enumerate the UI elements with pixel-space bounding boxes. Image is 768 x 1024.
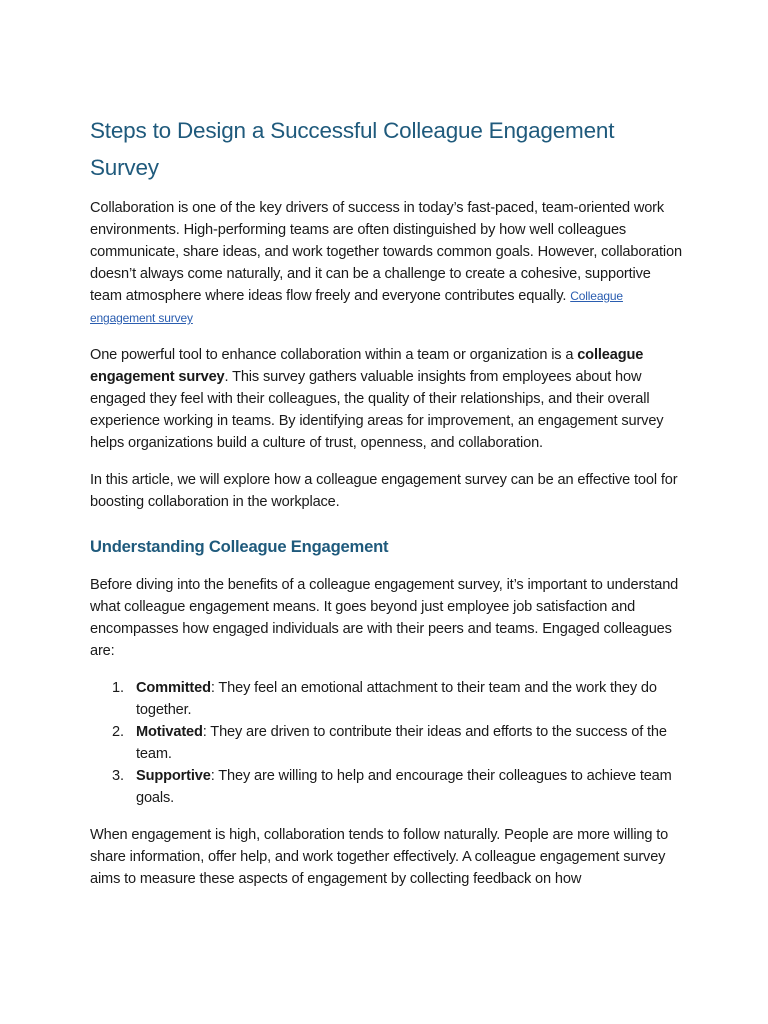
list-description: : They are willing to help and encourage their colleagues to achieve team goals. (136, 768, 672, 806)
list-number: 3. (112, 768, 124, 784)
document-page (90, 112, 682, 905)
section-intro-paragraph: Before diving into the benefits of a colleague engagement survey, it’s important to understand what colleague engagement means. It goes beyond just employee job satisfaction and encompasses how engaged individuals are with their peers and teams. Engaged colleagues are: (90, 577, 679, 659)
engagement-list (90, 677, 682, 809)
list-item (90, 677, 682, 721)
list-term: Motivated (136, 724, 203, 740)
intro-paragraph (90, 197, 682, 329)
section-heading: Understanding Colleague Engagement (90, 537, 389, 556)
list-term: Committed (136, 680, 211, 696)
list-description: : They are driven to contribute their ideas and efforts to the success of the team. (136, 724, 667, 762)
colleague-engagement-survey-link[interactable]: Colleague engagement survey (90, 289, 623, 325)
list-term: Supportive (136, 768, 211, 784)
closing-paragraph: When engagement is high, collaboration tends to follow naturally. People are more willing to share information, offer help, and work together effectively. A colleague engagement survey aims to measure these aspects of engagement by collecting feedback on how (90, 827, 669, 887)
list-description: : They feel an emotional attachment to their team and the work they do together. (136, 680, 657, 718)
list-number: 1. (112, 680, 124, 696)
page-title: Steps to Design a Successful Colleague Engagement Survey (90, 118, 615, 180)
survey-paragraph (90, 344, 682, 454)
survey-paragraph-start: One powerful tool to enhance collaboration within a team or organization is a (90, 347, 578, 363)
list-item (90, 721, 682, 765)
list-number: 2. (112, 724, 124, 740)
survey-paragraph-end: . This survey gathers valuable insights from employees about how engaged they feel with their colleagues, the quality of their relationships, and their overall experience working in teams. By identifying areas for improvement, an engagement survey helps organizations build a culture of trust, openness, and collaboration. (90, 369, 664, 451)
article-intro-paragraph: In this article, we will explore how a colleague engagement survey can be an effective tool for boosting collaboration in the workplace. (90, 472, 678, 510)
list-item (90, 765, 682, 809)
survey-term-bold: colleague engagement survey (90, 347, 644, 385)
intro-text: Collaboration is one of the key drivers of success in today’s fast-paced, team-oriented work environments. High-performing teams are often distinguished by how well colleagues communicate, share ideas, and work together towards common goals. However, collaboration doesn’t always come naturally, and it can be a challenge to create a cohesive, supportive team atmosphere where ideas flow freely and everyone contributes equally. (90, 200, 682, 304)
